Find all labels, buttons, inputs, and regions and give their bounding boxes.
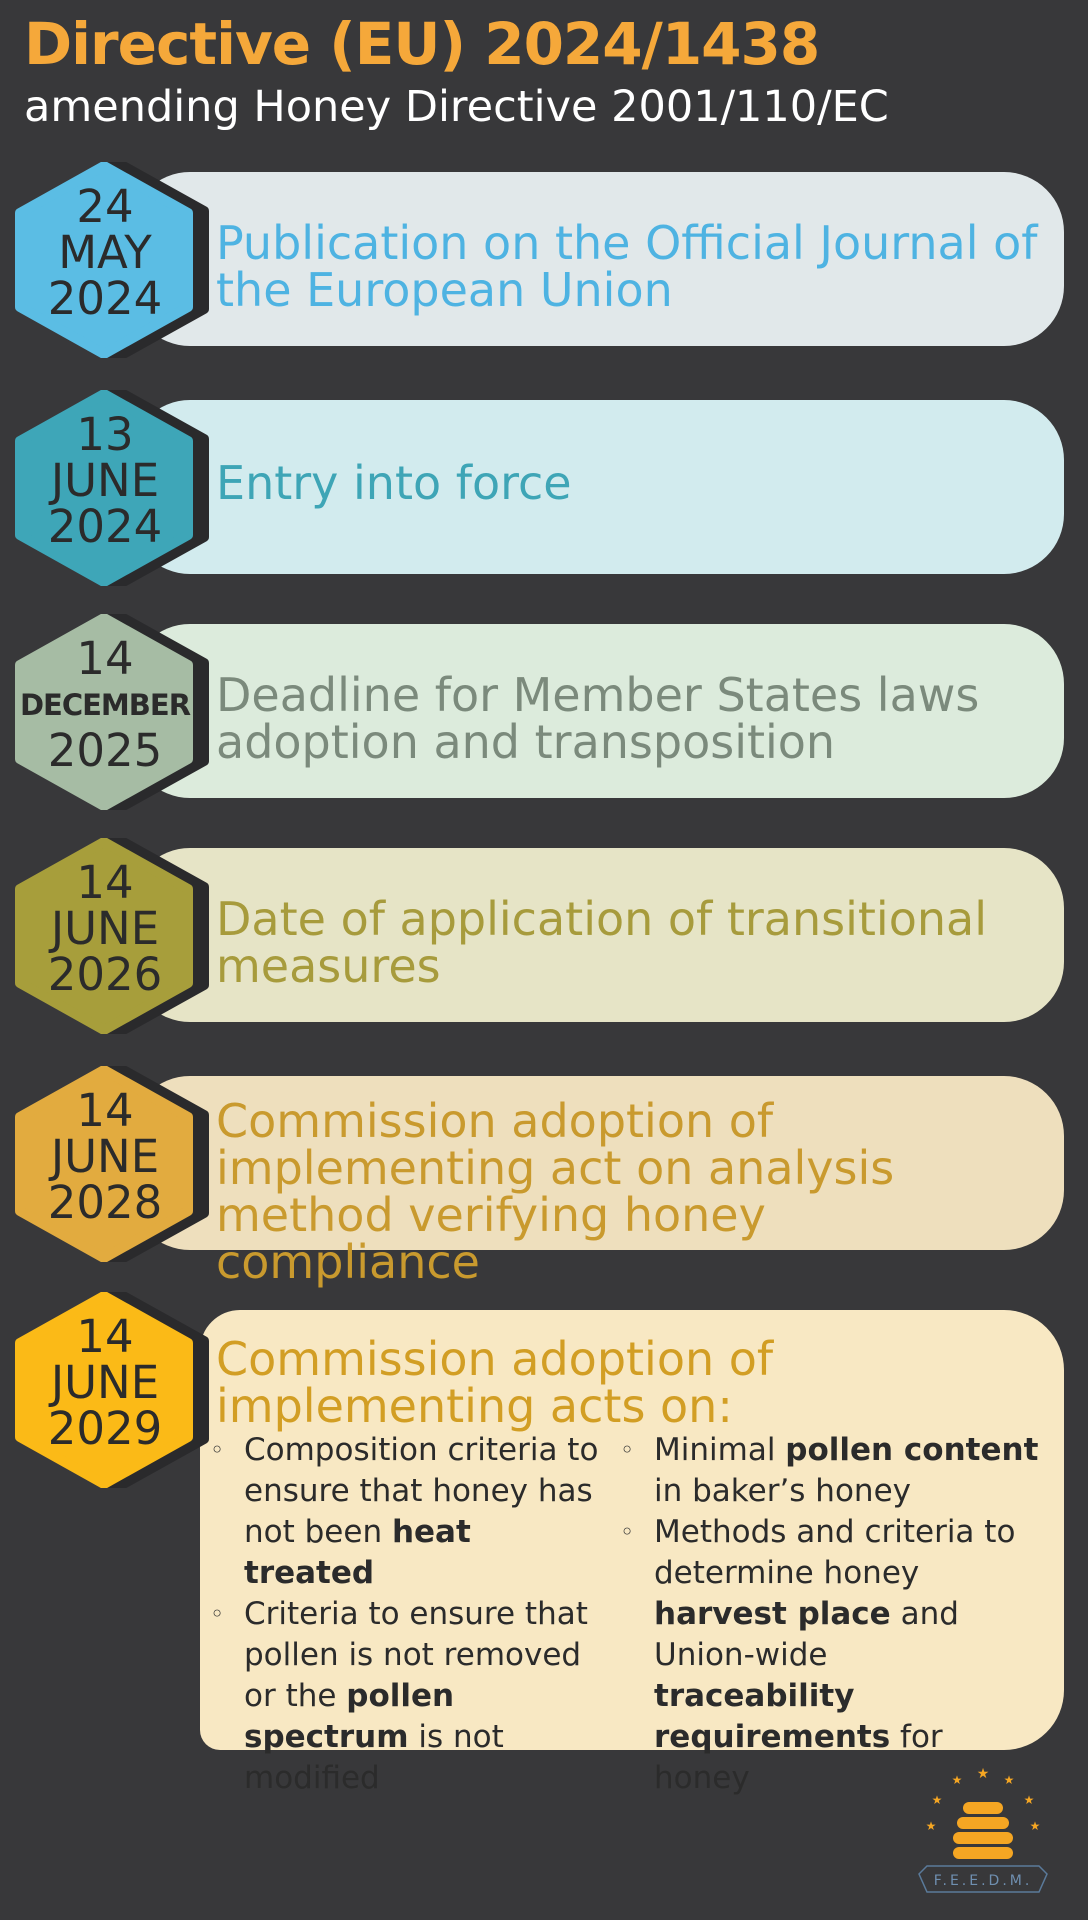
bullet-bold-text: pollen content xyxy=(785,1432,1039,1468)
bullet-text: Methods and criteria to determine honey xyxy=(654,1514,1016,1591)
milestone-text: Entry into force xyxy=(216,456,572,510)
svg-text:★: ★ xyxy=(1003,1773,1015,1787)
milestone-row xyxy=(0,612,1088,798)
date-day: 14 xyxy=(76,632,134,685)
bullet-bold-text: harvest place xyxy=(654,1596,891,1632)
date-year: 2025 xyxy=(47,724,163,777)
list-item xyxy=(620,1430,1040,1512)
milestone-date xyxy=(10,632,200,777)
date-year: 2026 xyxy=(47,948,163,1001)
list-item xyxy=(620,1512,1040,1676)
milestone-card xyxy=(130,848,1064,1022)
date-day: 13 xyxy=(76,408,134,461)
bullet-bold-text: heat treated xyxy=(244,1514,471,1591)
milestone-date xyxy=(10,856,200,1001)
milestone-text: Commission adoption of implementing act on analysis method verifying honey compliance xyxy=(216,1094,895,1289)
milestone-date xyxy=(10,1084,200,1229)
bullet-text: and Union-wide xyxy=(654,1596,959,1673)
date-year: 2029 xyxy=(47,1402,163,1455)
svg-text:★: ★ xyxy=(1023,1793,1035,1807)
milestone-date xyxy=(10,180,200,325)
date-day: 14 xyxy=(76,1310,134,1363)
logo-text: F.E.E.D.M. xyxy=(933,1873,1033,1889)
milestone-card xyxy=(130,624,1064,798)
milestone-row xyxy=(0,160,1088,346)
milestone-text: Date of application of transitional measures xyxy=(216,892,987,993)
milestone-date xyxy=(10,1310,200,1455)
svg-text:★: ★ xyxy=(1029,1819,1041,1833)
bullet-text: Criteria to ensure that pollen is not removed or the xyxy=(244,1596,588,1714)
bullet-bold-text: traceability requirements xyxy=(654,1678,891,1755)
bullet-list xyxy=(620,1430,1040,1799)
date-month: DECEMBER xyxy=(19,688,191,722)
list-item xyxy=(620,1676,1040,1799)
page-subtitle: amending Honey Directive 2001/110/EC xyxy=(24,82,889,132)
svg-text:★: ★ xyxy=(951,1773,963,1787)
milestone-row xyxy=(0,836,1088,1022)
list-item xyxy=(210,1430,610,1594)
svg-text:★: ★ xyxy=(931,1793,943,1807)
date-month: JUNE xyxy=(50,902,160,955)
date-year: 2024 xyxy=(47,272,163,325)
date-day: 14 xyxy=(76,1084,134,1137)
milestone-text: Deadline for Member States laws adoption and transposition xyxy=(216,668,980,769)
bullet-bold-text: pollen spectrum xyxy=(244,1678,455,1755)
milestone-row xyxy=(0,388,1088,574)
bullet-list xyxy=(210,1430,610,1799)
date-day: 14 xyxy=(76,856,134,909)
date-month: JUNE xyxy=(50,1356,160,1409)
bullet-text: Minimal xyxy=(654,1432,786,1468)
date-year: 2024 xyxy=(47,500,163,553)
date-year: 2028 xyxy=(47,1176,163,1229)
beehive-icon xyxy=(953,1802,1013,1859)
milestone-row xyxy=(0,1064,1088,1289)
bullet-text: for honey xyxy=(654,1719,943,1796)
bullet-text: Composition criteria to ensure that honey has not been xyxy=(244,1432,599,1550)
milestone-card xyxy=(130,400,1064,574)
page-title: Directive (EU) 2024/1438 xyxy=(24,10,820,78)
date-month: JUNE xyxy=(50,454,160,507)
bullet-text: is not modified xyxy=(244,1719,504,1796)
svg-text:★: ★ xyxy=(976,1766,990,1782)
date-month: JUNE xyxy=(50,1130,160,1183)
milestone-card xyxy=(130,1076,1064,1289)
milestone-card xyxy=(130,172,1064,346)
list-item xyxy=(210,1594,610,1799)
milestone-date xyxy=(10,408,200,553)
date-day: 24 xyxy=(76,180,134,233)
milestone-text: Commission adoption of implementing acts on: xyxy=(216,1332,774,1433)
bullet-text: in baker’s honey xyxy=(654,1473,911,1509)
date-month: MAY xyxy=(58,226,152,279)
milestone-text: Publication on the Official Journal of the European Union xyxy=(216,216,1038,317)
svg-text:★: ★ xyxy=(925,1819,937,1833)
